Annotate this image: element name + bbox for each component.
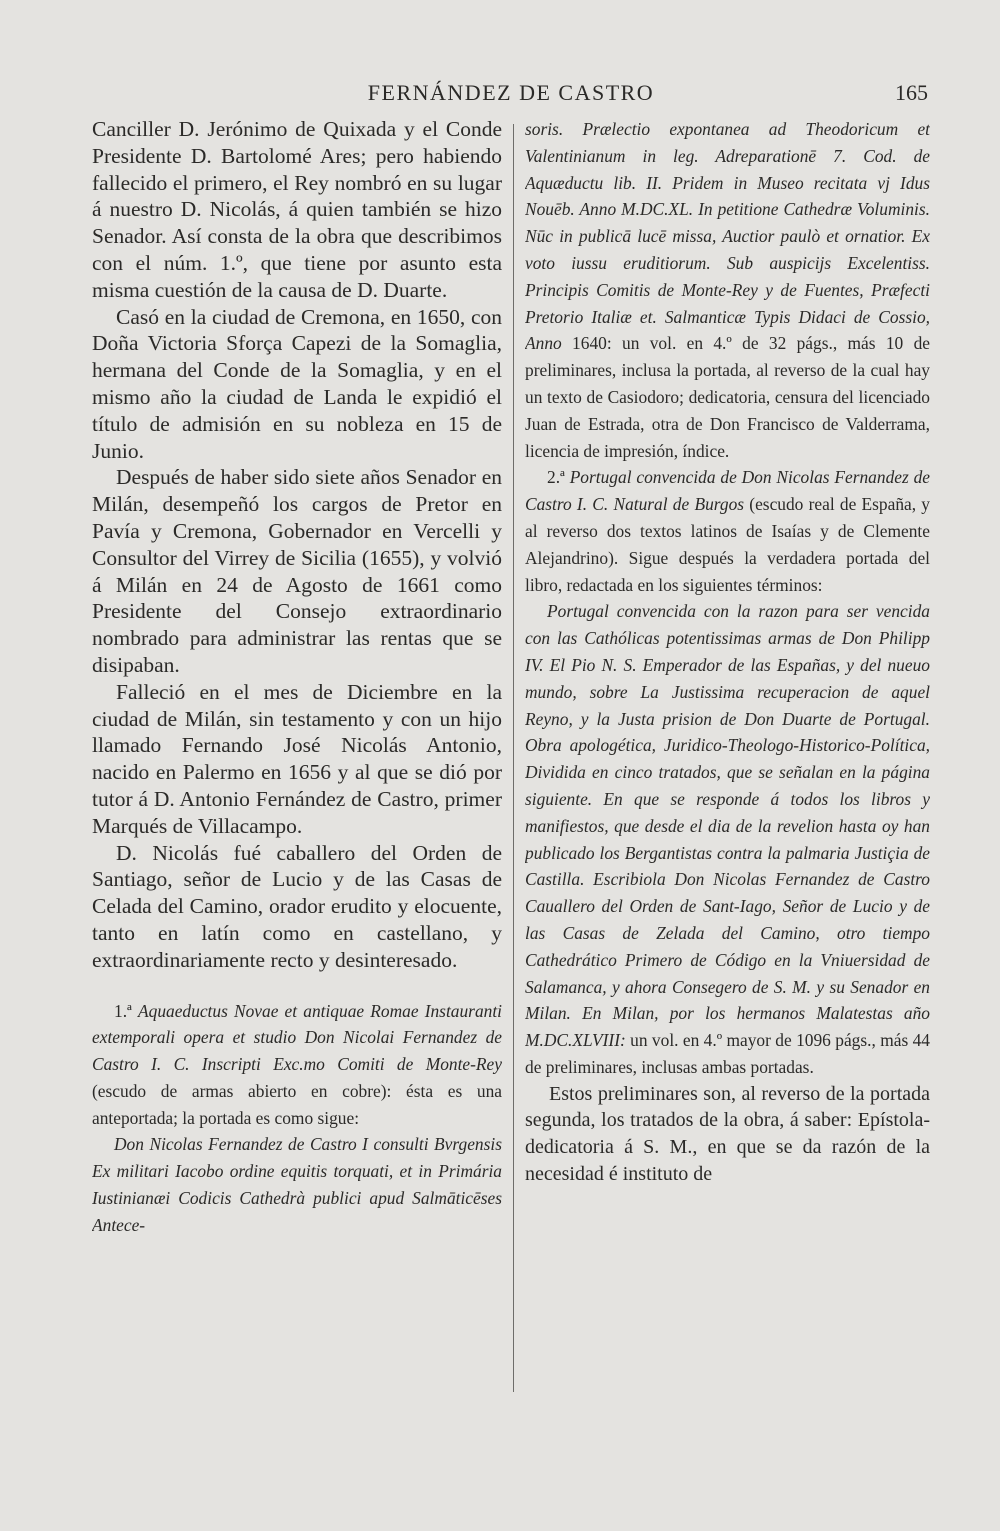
work-entry-number: 2.ª: [547, 467, 570, 488]
work-entry-2: [525, 464, 930, 598]
full-title-quote: [525, 598, 930, 1080]
paragraph-marriage: Casó en la ciudad de Cremona, en 1650, con Doña Victoria Sforça Capezi de la Somaglia, hermana del Conde de la Somaglia, y en el mismo año la ciudad de Landa le expidió el título de admisión en su nobleza en 15 de Junio.: [92, 304, 502, 463]
work-entry-1: [92, 998, 502, 1132]
latin-title-continuation: soris. Prælectio expontanea ad Theodoricum et Valentinianum in leg. Adreparationē 7. Cod. de Aquæductu lib. II. Pridem in Museo recitata vj Idus Nouēb. Anno M.DC.XL. In petitione Cathedræ Voluminis. Nūc in publicā lucē missa, Auctior paulò et ornatior. Ex voto iussu eruditiorum. Sub auspicijs Excelentiss. Principis Comitis de Monte-Rey y de Fuentes, Præfecti Pretorio Italiæ et. Salmanticæ Typis Didaci de Cossio, Anno: [525, 119, 930, 354]
paragraph-character: D. Nicolás fué caballero del Orden de Santiago, señor de Lucio y de las Casas de Celada del Camino, orador erudito y elocuente, tanto en latín como en castellano, y extraordinariamente recto y desinteresado.: [92, 840, 502, 972]
paragraph-chancellor: Canciller D. Jerónimo de Quixada y el Conde Presidente D. Bartolomé Ares; pero habiendo fallecido el primero, el Rey nombró en su lugar á nuestro D. Nicolás, á quien también se hizo Senador. Así consta de la obra que describimos con el núm. 1.º, que tiene por asunto esta misma cuestión de la causa de D. Duarte.: [92, 117, 502, 302]
title-page-quote: Don Nicolas Fernandez de Castro I consulti Bvrgensis Ex militari Iacobo ordine equitis torquati, et in Primária Iustinianæi Codicis Cathedrà publici apud Salmāticēses Antece-: [92, 1134, 502, 1235]
column-divider: [513, 124, 514, 1392]
right-column: [525, 116, 930, 1511]
edition-details: un vol. en 4.º mayor de 1096 págs., más 44 de preliminares, inclusas ambas portadas.: [525, 1030, 930, 1077]
portugal-convencida-title: Portugal convencida con la razon para ser vencida con las Cathólicas potentissimas armas de Don Philipp IV. El Pio N. S. Emperador de las Españas, y del nueuo mundo, sobre La Justissima recuperacion de aquel Reyno, y la Justa prision de Don Duarte de Portugal. Obra apologética, Juridico-Theologo-Historico-Política, Dividida en cinco tratados, que se señalan en la página siguiente. En que se responde á todos los libros y manifiestos, que desde el dia de la revelion hasta oy han publicado los Bergantistas contra la palmaria Justiçia de Castilla. Escribiola Don Nicolas Fernandez de Castro Cauallero del Orden de Sant-Iago, Señor de Lucio y de las Casas de Zelada del Camino, otro tiempo Cathedrático Primero de Código en la Vniuersidad de Salamanca, y ahora Consegero de S. M. y su Senador en Milan. En Milan, por los hermanos Malatestas año M.DC.XLVIII:: [525, 601, 930, 1051]
work-title-aquaeductus: Aquaeductus Novae et antiquae Romae Instauranti extemporali opera et studio Don Nicolai Fernandez de Castro I. C. Inscripti Exc.mo Comiti de Monte-Rey: [92, 1000, 502, 1075]
paragraph-death: Falleció en el mes de Diciembre en la ciudad de Milán, sin testamento y con un hijo llamado Fernando José Nicolás Antonio, nacido en Palermo en 1656 y al que se dió por tutor á D. Antonio Fernández de Castro, primer Marqués de Villacampo.: [92, 679, 502, 838]
work-title-portugal: Portugal convencida de Don Nicolas Fernandez de Castro I. C. Natural de Burgos: [525, 467, 930, 515]
section-gap: [92, 974, 502, 998]
work-description: (escudo real de España, y al reverso dos textos latinos de Isaías y de Clemente Alejandrino). Sigue después la verdadera portada del libro, redactada en los siguientes términos:: [525, 494, 930, 595]
work-entry-number: 1.ª: [114, 1000, 138, 1021]
paragraph-preliminaries: Estos preliminares son, al reverso de la portada segunda, los tratados de la obra, á saber: Epístola-dedicatoria á S. M., en que se da razón de la necesidad é instituto de: [525, 1082, 930, 1186]
page-header: [92, 80, 930, 110]
title-page-quote-continued: [525, 116, 930, 464]
edition-details: 1640: un vol. en 4.º de 32 págs., más 10 de preliminares, inclusa la portada, al reverso de la cual hay un texto de Casiodoro; dedicatoria, censura del licenciado Juan de Estrada, otra de Don Francisco de Valderrama, licencia de impresión, índice.: [525, 333, 930, 461]
page-number: 165: [895, 80, 928, 105]
work-description: (escudo de armas abierto en cobre): ésta es una anteportada; la portada es como sigue:: [92, 1080, 502, 1128]
running-title: FERNÁNDEZ DE CASTRO: [367, 80, 655, 105]
left-column: [92, 116, 502, 1511]
paragraph-career: Después de haber sido siete años Senador en Milán, desempeñó los cargos de Pretor en Pavía y Cremona, Gobernador en Vercelli y Consultor del Virrey de Sicilia (1655), y volvió á Milán en 24 de Agosto de 1661 como Presidente del Consejo extraordinario nombrado para administrar las rentas que se disipaban.: [92, 465, 502, 677]
